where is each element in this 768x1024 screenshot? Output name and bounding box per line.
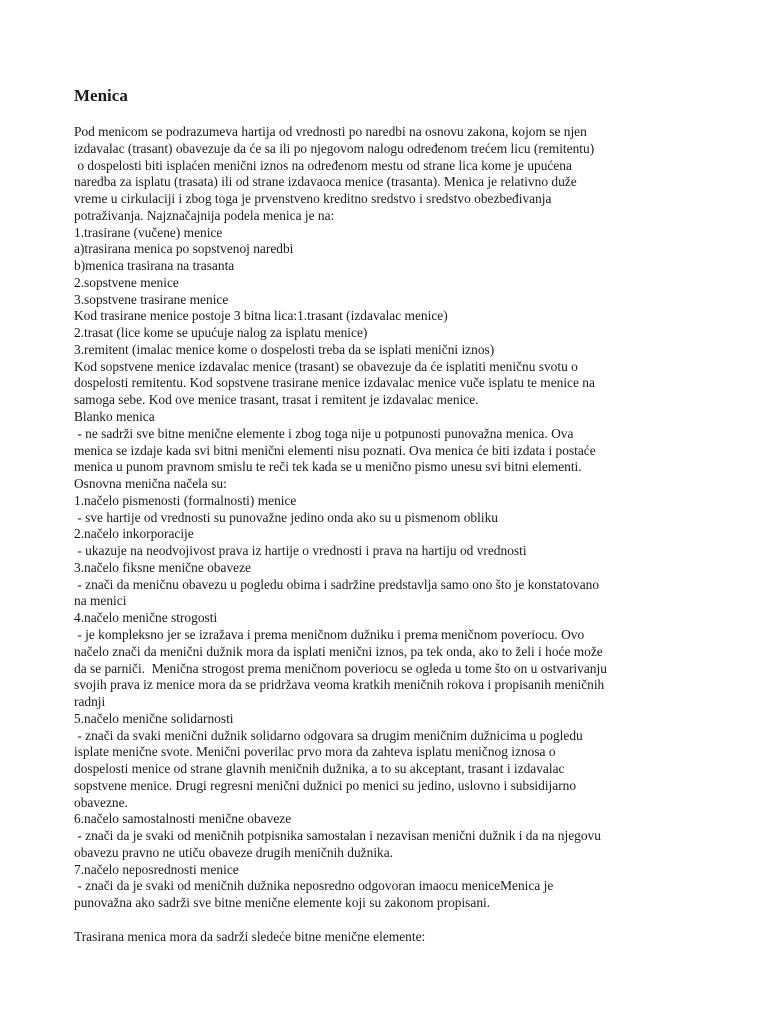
text-line: menica u punom pravnom smislu te reči tek kada se u menično pismo unesu svi bitni elementi. bbox=[74, 459, 582, 475]
text-line: - znači da svaki menični dužnik solidarno odgovara sa drugim meničnim dužnicima u pogledu bbox=[74, 727, 583, 743]
text-line: Trasirana menica mora da sadrži sledeće bitne menične elemente: bbox=[74, 928, 426, 944]
text-line: potraživanja. Najznačajnija podela menica je na: bbox=[74, 207, 335, 223]
text-line: - znači da meničnu obavezu u pogledu obima i sadržine predstavlja samo ono što je konstatovano bbox=[74, 576, 600, 592]
text-line: punovažna ako sadrži sve bitne menične elemente koji su zakonom propisani. bbox=[74, 895, 491, 911]
text-line: 6.načelo samostalnosti menične obaveze bbox=[74, 811, 292, 827]
text-line: 7.načelo neposrednosti menice bbox=[74, 861, 239, 877]
text-line: na menici bbox=[74, 593, 127, 609]
text-line: - ne sadrži sve bitne menične elemente i zbog toga nije u potpunosti punovažna menica. Ova bbox=[74, 425, 574, 441]
text-line: isplate menične svote. Menični poverilac prvo mora da zahteva isplatu meničnog iznosa o bbox=[74, 744, 556, 760]
text-line: menica se izdaje kada svi bitni menični elementi nisu poznati. Ova menica će biti izdata i postaće bbox=[74, 442, 596, 458]
text-line: a)trasirana menica po sopstvenoj naredbi bbox=[74, 241, 294, 257]
text-line: 2.načelo inkorporacije bbox=[74, 526, 194, 542]
text-line: 3.načelo fiksne menične obaveze bbox=[74, 559, 251, 575]
text-line: 5.načelo menične solidarnosti bbox=[74, 710, 234, 726]
text-line: radnji bbox=[74, 694, 106, 710]
text-line: Pod menicom se podrazumeva hartija od vrednosti po naredbi na osnovu zakona, kojom se njen bbox=[74, 124, 587, 139]
text-line: dospelosti remitentu. Kod sopstvene trasirane menice izdavalac menice vuče isplatu te menice na bbox=[74, 375, 595, 391]
text-line: - ukazuje na neodvojivost prava iz hartije o vrednosti i prava na hartiju od vrednosti bbox=[74, 543, 527, 559]
text-line: svojih prava iz menice mora da se pridržava veoma kratkih meničnih rokova i propisanih meničnih bbox=[74, 677, 605, 693]
text-line: da se parniči. Menična strogost prema meničnom poveriocu se ogleda u tome što on u ostvarivanju bbox=[74, 660, 607, 676]
text-line: naredba za isplatu (trasata) ili od strane izdavaoca menice (trasanta). Menica je relativno duže bbox=[74, 174, 577, 190]
text-line: - znači da je svaki od meničnih dužnika neposredno odgovoran imaocu meniceMenica je bbox=[74, 878, 554, 894]
text-line: izdavalac (trasant) obavezuje da će sa ili po njegovom nalogu određenom trećem licu (remitentu) bbox=[74, 140, 595, 156]
text-line: 3.remitent (imalac menice kome o dospelosti treba da se isplati menični iznos) bbox=[74, 341, 495, 357]
text-line: - sve hartije od vrednosti su punovažne jedino onda ako su u pismenom obliku bbox=[74, 509, 498, 525]
document-body bbox=[74, 124, 694, 946]
document-page bbox=[74, 84, 694, 946]
text-line: - znači da je svaki od meničnih potpisnika samostalan i nezavisan menični dužnik i da na njegovu bbox=[74, 828, 601, 844]
text-line: Kod trasirane menice postoje 3 bitna lica:1.trasant (izdavalac menice) bbox=[74, 308, 448, 324]
text-line: obavezu pravno ne utiču obaveze drugih meničnih dužnika. bbox=[74, 844, 394, 860]
text-line: 3.sopstvene trasirane menice bbox=[74, 291, 229, 307]
text-line: 1.načelo pismenosti (formalnosti) menice bbox=[74, 492, 297, 508]
text-line: vreme u cirkulaciji i zbog toga je prvenstveno kreditno sredstvo i sredstvo obezbeđivanja bbox=[74, 191, 552, 207]
document-title: Menica bbox=[74, 86, 128, 105]
text-line: o dospelosti biti isplaćen menični iznos na određenom mestu od strane lica kome je upućena bbox=[74, 157, 572, 173]
text-line: 2.sopstvene menice bbox=[74, 274, 179, 290]
text-line: Blanko menica bbox=[74, 409, 155, 425]
text-line: dospelosti menice od strane glavnih meničnih dužnika, a to su akceptant, trasant i izdavalac bbox=[74, 761, 565, 777]
text-line: Osnovna menična načela su: bbox=[74, 476, 227, 492]
text-line: 1.trasirane (vučene) menice bbox=[74, 224, 223, 240]
text-line: obavezne. bbox=[74, 794, 128, 810]
text-line: 4.načelo menične strogosti bbox=[74, 610, 218, 626]
text-line: samoga sebe. Kod ove menice trasant, trasat i remitent je izdavalac menice. bbox=[74, 392, 479, 408]
text-line: sopstvene menice. Drugi regresni menični dužnici po menici su jedino, uslovno i subsidijarno bbox=[74, 777, 577, 793]
text-line: b)menica trasirana na trasanta bbox=[74, 258, 235, 274]
text-line: - je kompleksno jer se izražava i prema meničnom dužniku i prema meničnom poveriocu. Ovo bbox=[74, 626, 585, 642]
text-line: Kod sopstvene menice izdavalac menice (trasant) se obavezuje da će isplatiti meničnu svotu o bbox=[74, 358, 578, 374]
text-line: načelo znači da menični dužnik mora da isplati menični iznos, pa tek onda, ako to želi i hoće može bbox=[74, 643, 603, 659]
blank-line bbox=[74, 912, 694, 929]
text-line: 2.trasat (lice kome se upućuje nalog za isplatu menice) bbox=[74, 325, 368, 341]
